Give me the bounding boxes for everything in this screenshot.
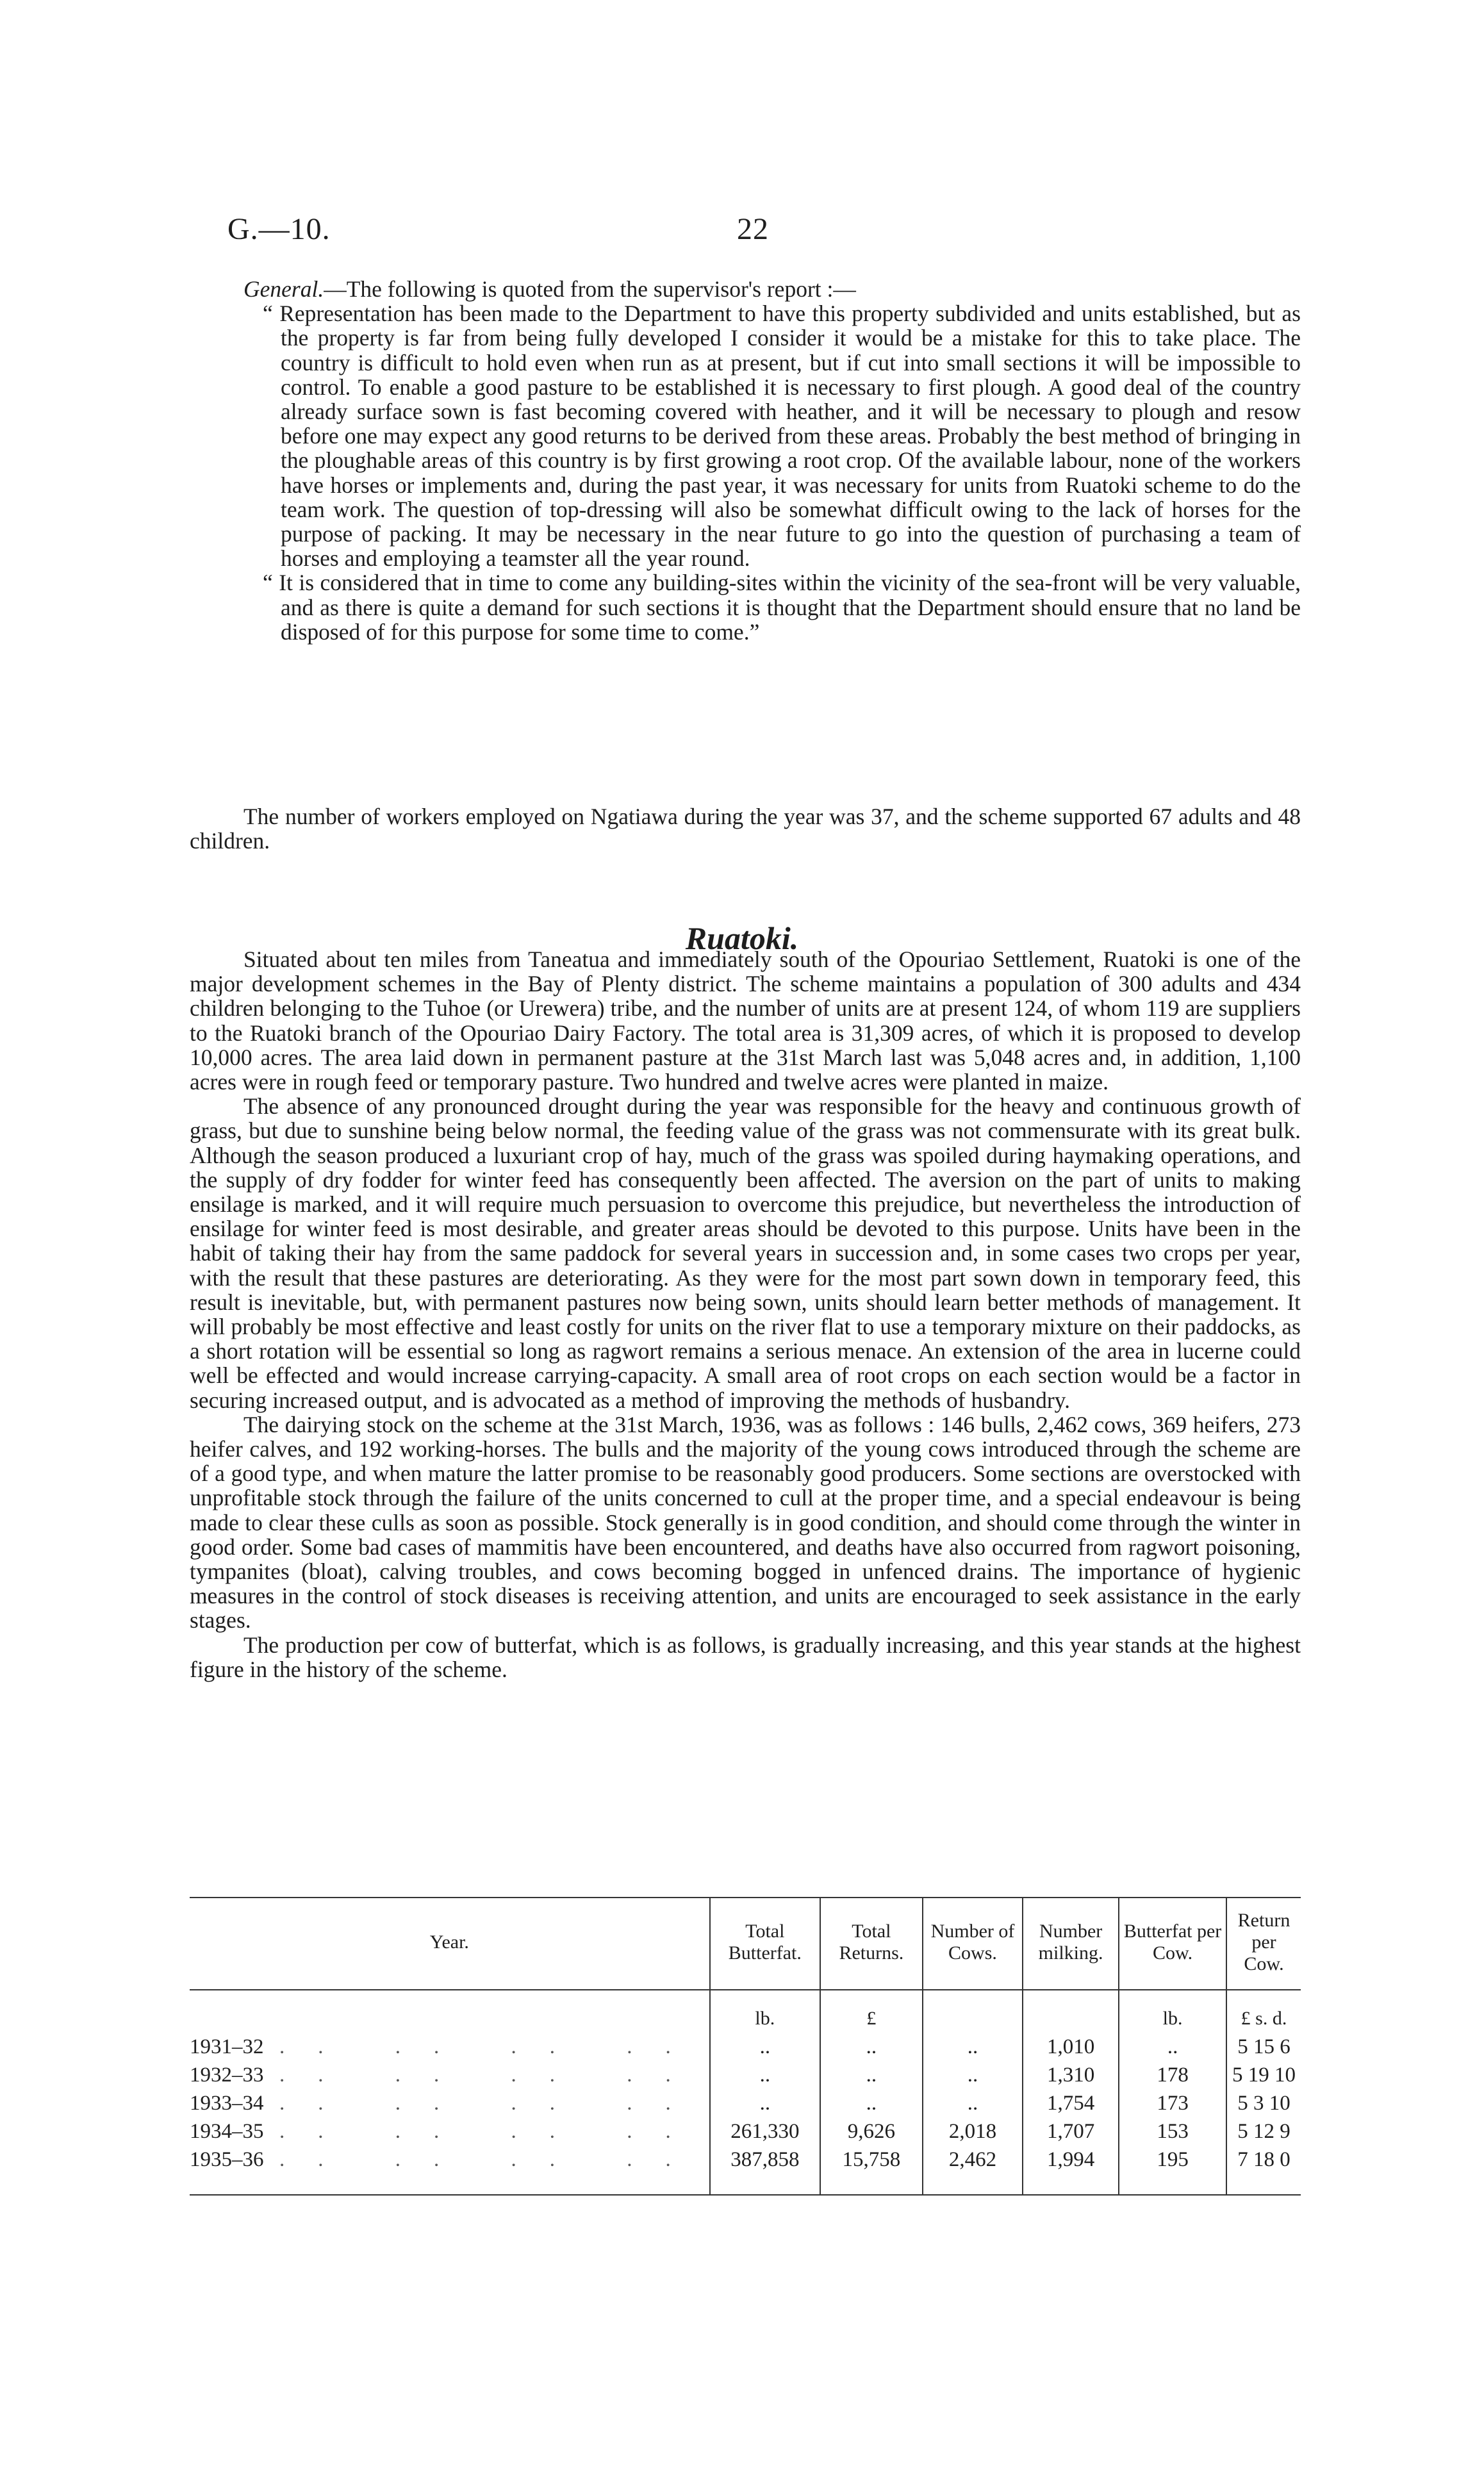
year-label: 1931–32 (190, 2035, 264, 2058)
ruatoki-paragraph-1: Situated about ten miles from Taneatua and immediately south of the Opouriao Settlement, Ruatoki is one of the major development schemes in the Bay of Plenty district. The scheme maintains a population of 300 adults and 434 children belonging to the Tuhoe (or Urewera) tribe, and the number of units are at present 124, of whom 119 are suppliers to the Ruatoki branch of the Opouriao Dairy Factory. The total area is 31,309 acres, of which it is proposed to develop 10,000 acres. The area laid down in permanent pasture at the 31st March last was 5,048 acres and, in addition, 1,100 acres were in rough feed or temporary pasture. Two hundred and twelve acres were planted in maize. (190, 947, 1301, 1095)
table-cell: 1,010 (1023, 2033, 1119, 2061)
table-cell: 7 18 0 (1226, 2146, 1301, 2195)
year-label: 1933–34 (190, 2092, 264, 2115)
column-header-return-per-cow: Return per Cow. (1226, 1898, 1301, 1990)
table-cell: .. (710, 2061, 820, 2089)
ngatiawa-workers (190, 804, 1301, 853)
column-header-total-returns: Total Returns. (820, 1898, 923, 1990)
column-header-butterfat-per-cow: Butterfat per Cow. (1119, 1898, 1226, 1990)
ruatoki-section (190, 947, 1301, 1682)
ruatoki-paragraph-4: The production per cow of butterfat, which is as follows, is gradually increasing, and this year stands at the highest figure in the history of the scheme. (190, 1632, 1301, 1682)
table-cell: .. (923, 2089, 1023, 2117)
butterfat-production-table (190, 1897, 1301, 2196)
general-intro-text: —The following is quoted from the supervisor's report :— (324, 276, 856, 302)
table-cell: 5 3 10 (1226, 2089, 1301, 2117)
table-row (190, 2033, 1301, 2061)
general-intro (243, 277, 1301, 301)
page-number: 22 (737, 212, 769, 246)
column-header-number-of-cows: Number of Cows. (923, 1898, 1023, 1990)
table-cell: 173 (1119, 2089, 1226, 2117)
table-row (190, 2117, 1301, 2146)
unit-cell: £ (820, 1990, 923, 2033)
table-row (190, 2089, 1301, 2117)
table-cell: .. (710, 2089, 820, 2117)
table-cell: .. (923, 2061, 1023, 2089)
unit-cell: £ s. d. (1226, 1990, 1301, 2033)
unit-cell (1023, 1990, 1119, 2033)
year-label: 1934–35 (190, 2120, 264, 2143)
dot-leader: .. .. .. .. (279, 2092, 704, 2115)
table-cell: 5 19 10 (1226, 2061, 1301, 2089)
ruatoki-paragraph-3: The dairying stock on the scheme at the 31st March, 1936, was as follows : 146 bulls, 2,462 cows, 369 heifers, 273 heifer calves, and 192 working-horses. The bulls and the majority of the young cows introduced through the scheme are of a good type, and when mature the latter promise to be reasonably good producers. Some sections are overstocked with unprofitable stock through the failure of the units concerned to cull at the proper time, and a special endeavour is being made to clear these culls as soon as possible. Stock generally is in good condition, and should come through the winter in good order. Some bad cases of mammitis have been encountered, and deaths have also occurred from ragwort poisoning, tympanites (bloat), calving troubles, and cows becoming bogged in unfenced drains. The importance of hygienic measures in the control of stock diseases is receiving attention, and units are encouraged to seek assistance in the early stages. (190, 1411, 1301, 1634)
unit-cell: lb. (710, 1990, 820, 2033)
unit-cell: lb. (1119, 1990, 1226, 2033)
table-cell: .. (820, 2089, 923, 2117)
table-cell: .. (710, 2033, 820, 2061)
column-header-total-butterfat: Total Butterfat. (710, 1898, 820, 1990)
year-cell (190, 2089, 710, 2117)
year-cell (190, 2146, 710, 2195)
dot-leader: .. .. .. .. (279, 2035, 704, 2058)
table-cell: 195 (1119, 2146, 1226, 2195)
table-cell: 261,330 (710, 2117, 820, 2146)
general-section (243, 277, 1301, 644)
table-header-row (190, 1898, 1301, 1990)
table-cell: 178 (1119, 2061, 1226, 2089)
table-cell: 9,626 (820, 2117, 923, 2146)
table-cell: 15,758 (820, 2146, 923, 2195)
year-label: 1935–36 (190, 2148, 264, 2171)
table-cell: 5 15 6 (1226, 2033, 1301, 2061)
column-header-year: Year. (429, 1931, 469, 1953)
column-header-number-milking: Number milking. (1023, 1898, 1119, 1990)
year-label: 1932–33 (190, 2064, 264, 2087)
unit-cell (923, 1990, 1023, 2033)
table-cell: .. (923, 2033, 1023, 2061)
dot-leader: .. .. .. .. (279, 2120, 704, 2143)
table-cell: 153 (1119, 2117, 1226, 2146)
table-cell: 1,994 (1023, 2146, 1119, 2195)
table-cell: 387,858 (710, 2146, 820, 2195)
section-title-ruatoki: Ruatoki. (685, 920, 799, 956)
dot-leader: .. .. .. .. (279, 2148, 704, 2171)
table-cell: 1,754 (1023, 2089, 1119, 2117)
table-cell: .. (820, 2061, 923, 2089)
table-cell: 5 12 9 (1226, 2117, 1301, 2146)
supervisor-quote-2: “ It is considered that in time to come any building-sites within the vicinity of the sea-front will be very valuable, and as there is quite a demand for such sections it is thought that the Department should ensure that no land be disposed of for this purpose for some time to come.” (263, 570, 1301, 645)
document-reference: G.—10. (227, 212, 331, 246)
table-cell: .. (1119, 2033, 1226, 2061)
ruatoki-paragraph-2: The absence of any pronounced drought during the year was responsible for the heavy and continuous growth of grass, but due to sunshine being below normal, the feeding value of the grass was not commensurate with its great bulk. Although the season produced a luxuriant crop of hay, much of the grass was spoiled during haymaking operations, and the supply of dry fodder for winter feed has consequently been affected. The aversion on the part of units to making ensilage is marked, and it will require much persuasion to overcome this prejudice, but nevertheless the introduction of ensilage for winter feed is most desirable, and greater areas should be devoted to this purpose. Units have been in the habit of taking their hay from the same paddock for several years in succession and, in some cases two crops per year, with the result that these pastures are deteriorating. As they were for the most part sown down in temporary feed, this result is inevitable, but, with permanent pastures now being sown, units should learn better methods of management. It will probably be most effective and least costly for units on the river flat to use a temporary mixture on their paddocks, as a short rotation will be essential so long as ragwort remains a serious menace. An extension of the area in lucerne could well be effected and would increase carrying-capacity. A small area of root crops on each section would be a factor in securing increased output, and is advocated as a method of improving the methods of husbandry. (190, 1093, 1301, 1413)
year-cell (190, 2061, 710, 2089)
table-cell: 2,018 (923, 2117, 1023, 2146)
table-cell: 2,462 (923, 2146, 1023, 2195)
table-cell: 1,310 (1023, 2061, 1119, 2089)
table-row (190, 2061, 1301, 2089)
year-cell (190, 2117, 710, 2146)
units-row (190, 1990, 1301, 2033)
unit-cell (190, 1990, 710, 2033)
supervisor-quote-1: “ Representation has been made to the Department to have this property subdivided and units established, but as the property is far from being fully developed I consider it would be a mistake for this to take place. The country is difficult to hold even when run as at present, but if cut into small sections it will be impossible to control. To enable a good pasture to be established it is necessary to first plough. A good deal of the country already surface sown is fast becoming covered with heather, and it will be necessary to plough and resow before one may expect any good returns to be derived from these areas. Probably the best method of bringing in the ploughable areas of this country is by first growing a root crop. Of the available labour, none of the workers have horses or implements and, during the past year, it was necessary for units from Ruatoki scheme to do the team work. The question of top-dressing will also be somewhat difficult owing to the lack of horses for the purpose of packing. It may be necessary in the near future to go into the question of purchasing a team of horses and employing a teamster all the year round. (263, 301, 1301, 572)
year-cell (190, 2033, 710, 2061)
table-cell: .. (820, 2033, 923, 2061)
dot-leader: .. .. .. .. (279, 2064, 704, 2087)
workers-paragraph: The number of workers employed on Ngatiawa during the year was 37, and the scheme supported 67 adults and 48 children. (190, 804, 1301, 854)
table-cell: 1,707 (1023, 2117, 1119, 2146)
general-lead: General. (243, 276, 324, 302)
table-row (190, 2146, 1301, 2195)
